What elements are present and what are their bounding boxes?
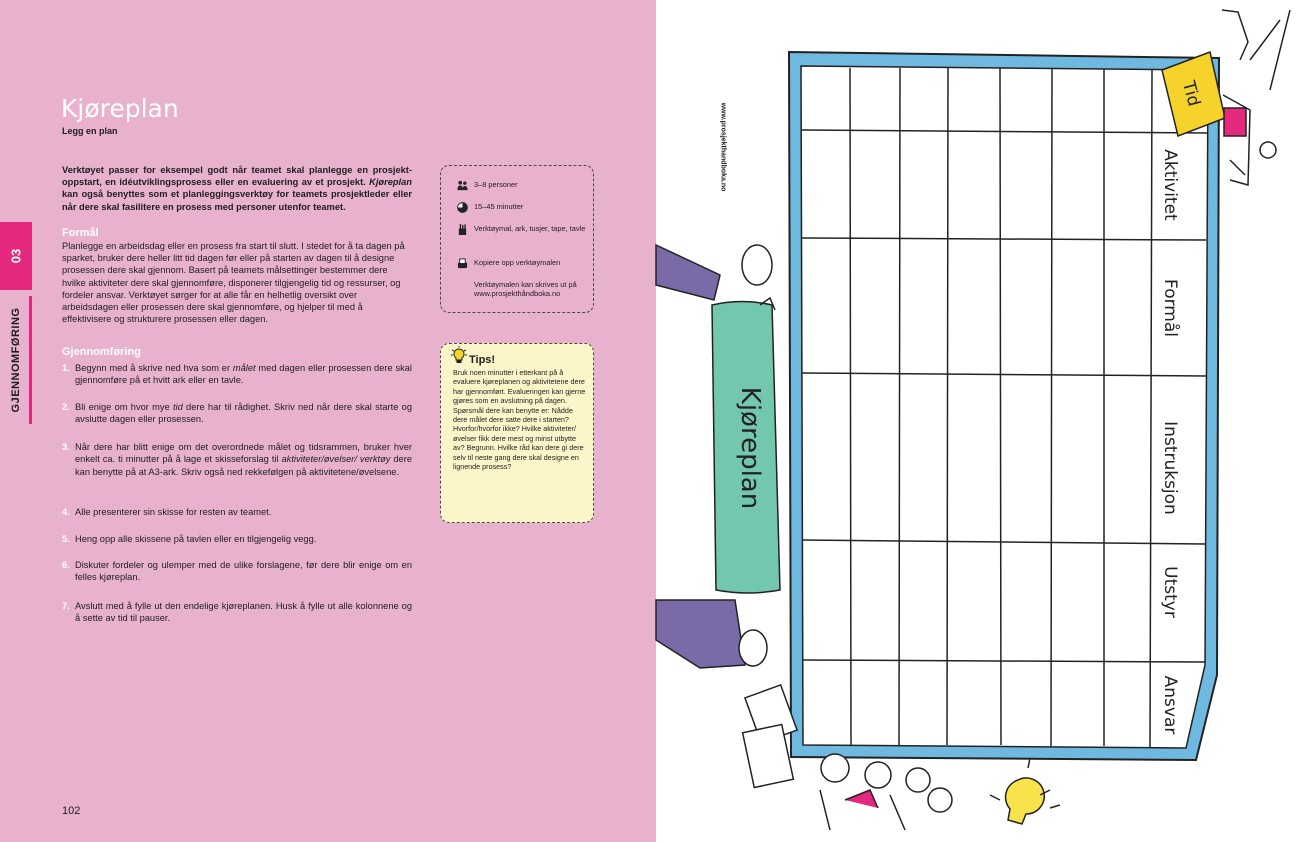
person-top-right xyxy=(1222,10,1290,185)
info-materials-text: Verktøymal, ark, tusjer, tape, tavle xyxy=(474,224,586,233)
board-surface xyxy=(801,66,1208,748)
page-number: 102 xyxy=(62,805,81,817)
gjennomforing-heading: Gjennomføring xyxy=(62,346,141,358)
column-label: Utstyr xyxy=(1160,566,1180,618)
column-label: Ansvar xyxy=(1160,675,1180,735)
tips-title: Tips! xyxy=(469,354,496,366)
lightbulb-illustration xyxy=(990,758,1060,824)
chapter-number: 03 xyxy=(8,248,24,264)
step-italic: målet xyxy=(232,363,256,373)
info-print-note: Verktøymalen kan skrives ut på www.prosjekthåndboka.no xyxy=(474,280,577,299)
step-number: 6. xyxy=(62,560,70,570)
tips-body: Bruk noen minutter i etterkant på å evaluere kjøreplanen og aktivitetene dere har gjennomført. Evalueringen kan gjerne gjøres som en avslutning på dagen. Spørsmål dere kan benytte er: Nådde dere målet dere satte dere i starten? Hvorfor/hvorfor ikke? Hvilke aktiviteter/øvelser fikk dere mest og minst utbytte av? Begrunn. Hvilke råd kan dere gi dere selv til neste gang dere skal designe en lignende prosess? xyxy=(453,368,586,472)
step-number: 2. xyxy=(62,402,70,412)
step-text: Når dere har blitt enige om det overordnede målet og tidsrammen, bruker hver enkelt ca. ti minutter på å lage et skisseforslag til xyxy=(75,442,412,465)
arm-bottom xyxy=(656,600,767,668)
step-number: 3. xyxy=(62,442,70,452)
info-time-text: 15–45 minutter xyxy=(474,202,524,211)
column-label: Aktivitet xyxy=(1160,149,1180,221)
intro-text-b: kan også benyttes som et planleggingsverktøy for teamets prosjektleder eller når dere skal fasilitere en prosess med personer utenfor teamet. xyxy=(62,189,412,212)
step-text: Heng opp alle skissene på tavlen eller en tilgjengelig vegg. xyxy=(75,534,317,544)
column-label-tid: Tid xyxy=(1177,78,1204,109)
formal-body: Planlegge en arbeidsdag eller en prosess fra start til slutt. I stedet for å ta dagen på sparket, bruker dere heller litt tid dagen før eller på starten av dagen til å designe prosessen dere skal gjennom. Basert på teamets målsettinger bestemmer dere hvilke aktiviteter dere skal gjennomføre, disponerer tilgjengelig tid og ressurser, og fordeler ansvar. Verktøyet sørger for at alle får en helhetlig oversikt over arbeidsdagen eller prosessen dere skal gjennomføre, og hjelper til med å effektivisere og strukturere prosessen eller dagen. xyxy=(62,241,405,325)
arm-top xyxy=(656,245,775,310)
column-label: Instruksjon xyxy=(1160,421,1180,515)
page-subtitle: Legg en plan xyxy=(62,126,118,136)
step-text: Begynn med å skrive ned hva som er xyxy=(75,363,233,373)
step-number: 5. xyxy=(62,534,70,544)
intro-italic: Kjøreplan xyxy=(369,177,412,188)
step-text: Alle presenterer sin skisse for resten av teamet. xyxy=(75,507,272,517)
section-label: GJENNOMFØRING xyxy=(10,307,22,413)
column-label: Formål xyxy=(1160,279,1180,337)
step-text: Diskuter fordeler og ulemper med de ulike forslagene, før dere blir enige om en felles kjøreplan. xyxy=(75,560,412,583)
banner-label: Kjøreplan xyxy=(735,386,765,510)
formal-heading: Formål xyxy=(62,227,99,239)
step-number: 1. xyxy=(62,363,70,373)
step-text: Avslutt med å fylle ut den endelige kjøreplanen. Husk å fylle ut alle kolonnene og å sette av tid til pauser. xyxy=(75,601,412,624)
step-text: dere kan benytte på at A3-ark. Skriv også ned rekkefølgen på aktivitetene/øvelsene. xyxy=(75,454,412,477)
page-title: Kjøreplan xyxy=(61,94,179,123)
website-url: www.prosjekthandboka.no xyxy=(719,102,727,192)
info-people-text: 3–8 personer xyxy=(474,180,518,189)
step-italic: tid xyxy=(172,402,183,412)
step-text: med dagen eller prosessen dere skal gjennomføre på et hvitt ark eller en tavle. xyxy=(75,363,412,386)
step-italic: aktiviteter/øvelser/ verktøy xyxy=(281,454,391,465)
intro-text-a: Verktøyet passer for eksempel godt når teamet skal planlegge en prosjektoppstart, en idéutviklingsprosess eller en evaluering av et prosjekt. xyxy=(62,165,412,188)
kjoreplan-banner xyxy=(712,302,780,594)
step-text: Bli enige om hvor mye xyxy=(75,402,173,412)
step-text: dere har til rådighet. Skriv ned når dere skal starte og avslutte dagen eller prosessen. xyxy=(75,402,412,425)
step-number: 7. xyxy=(62,601,70,611)
info-copy-text: Kopiere opp verktøymalen xyxy=(474,258,561,267)
step-number: 4. xyxy=(62,507,70,517)
